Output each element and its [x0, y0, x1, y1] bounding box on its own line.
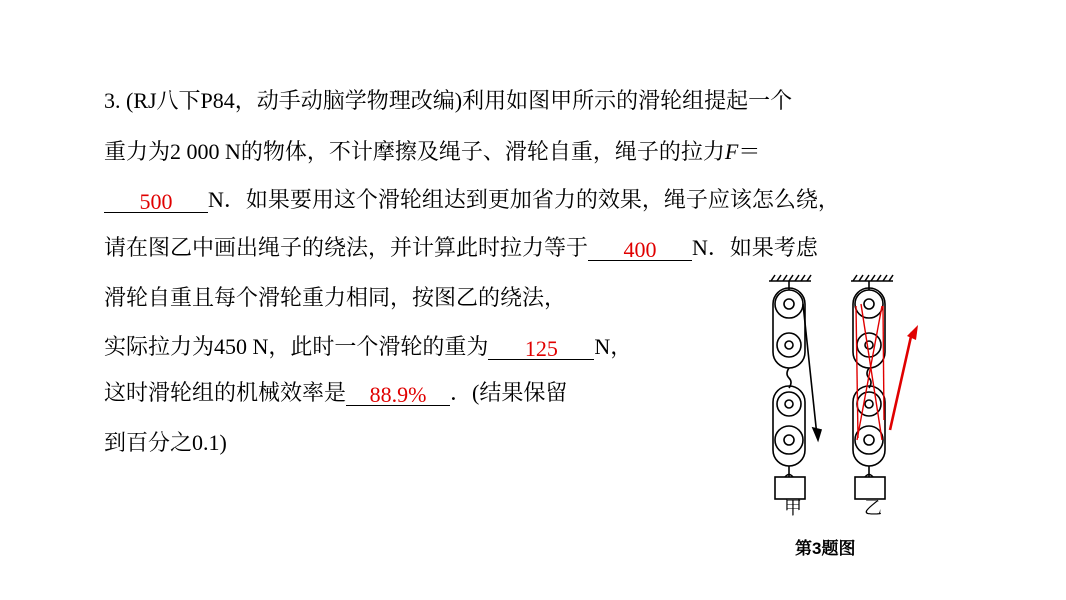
question-text: N．如果考虑 [692, 235, 818, 260]
answer-rope [856, 304, 918, 440]
question-text: 请在图乙中画出绳子的绕法，并计算此时拉力等于 [104, 235, 589, 260]
answer-blank-new-force[interactable] [588, 236, 692, 261]
question-text: ．(结果保留 [450, 380, 568, 405]
answer-value: 88.9% [369, 382, 427, 407]
question-line-6 [104, 332, 632, 362]
question-line-4 [104, 233, 818, 263]
question-text: 重力为2 000 N的物体，不计摩擦及绳子、滑轮自重，绳子的拉力 [104, 139, 725, 164]
ceiling-left [769, 275, 811, 281]
figure-caption: 第3题图 [795, 539, 856, 558]
figure-label-left: 甲 [784, 498, 802, 518]
answer-value: 500 [139, 189, 173, 214]
question-line-2 [104, 137, 760, 167]
answer-blank-pulley-weight[interactable] [488, 335, 594, 360]
figure-label-right: 乙 [864, 498, 882, 518]
answer-blank-efficiency[interactable] [346, 381, 450, 406]
question-line-1 [104, 86, 792, 116]
question-text: 这时滑轮组的机械效率是 [104, 380, 347, 405]
question-text: 3. (RJ八下P84，动手动脑学物理改编)利用如图甲所示的滑轮组提起一个 [104, 88, 793, 113]
answer-value: 400 [623, 237, 657, 262]
question-line-5 [104, 283, 566, 313]
pulley-system-left [773, 281, 821, 499]
question-line-3 [104, 185, 840, 215]
ceiling-right [851, 275, 893, 281]
question-text: 滑轮自重且每个滑轮重力相同，按图乙的绕法， [104, 285, 567, 310]
question-line-7 [104, 378, 567, 408]
question-text: 到百分之0.1) [104, 430, 227, 455]
question-line-8 [104, 428, 227, 458]
question-text: N， [594, 334, 633, 359]
pulley-figure [755, 270, 930, 560]
question-text: 实际拉力为450 N，此时一个滑轮的重为 [104, 334, 489, 359]
force-symbol: F [724, 139, 739, 164]
equals-sign: ＝ [738, 139, 761, 164]
answer-blank-force[interactable] [104, 188, 208, 213]
answer-value: 125 [524, 336, 558, 361]
question-text: N．如果要用这个滑轮组达到更加省力的效果，绳子应该怎么绕， [208, 187, 840, 212]
